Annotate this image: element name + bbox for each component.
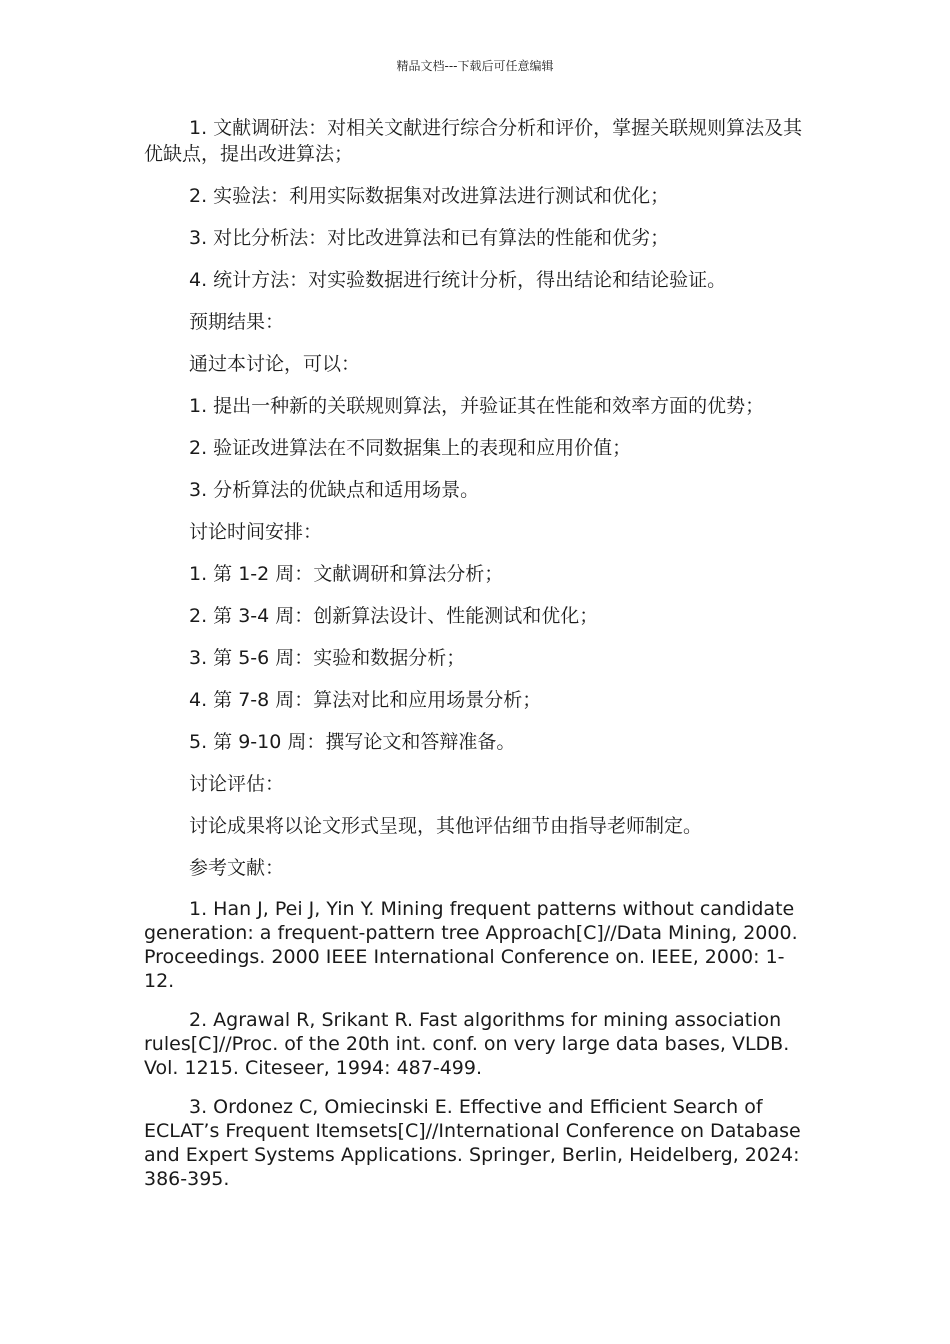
schedule-item: 1. 第 1-2 周：文献调研和算法分析； [189, 563, 504, 585]
expected-result-item: 2. 验证改进算法在不同数据集上的表现和应用价值； [189, 437, 632, 459]
section-heading-expected-results: 预期结果： [189, 311, 285, 333]
document-body [144, 115, 814, 1206]
expected-result-item: 3. 分析算法的优缺点和适用场景。 [189, 479, 480, 501]
section-heading-references: 参考文献： [189, 857, 285, 879]
section-heading-evaluation: 讨论评估： [189, 773, 285, 795]
page-header: 精品文档---下载后可任意编辑 [396, 59, 554, 73]
schedule-item: 5. 第 9-10 周：撰写论文和答辩准备。 [189, 731, 516, 753]
schedule-item: 2. 第 3-4 周：创新算法设计、性能测试和优化； [189, 605, 599, 627]
expected-result-item: 1. 提出一种新的关联规则算法，并验证其在性能和效率方面的优势； [189, 395, 765, 417]
method-literature-review: 1. 文献调研法：对相关文献进行综合分析和评价，掌握关联规则算法及其优缺点，提出改进算法； [144, 117, 803, 165]
method-comparison: 3. 对比分析法：对比改进算法和已有算法的性能和优劣； [189, 227, 670, 249]
reference-item: 3. Ordonez C, Omiecinski E. Effective and Efficient Search of ECLAT’s Frequent Itemsets[C]//International Conference on Database and Expert Systems Applications. Springer, Berlin, Heidelberg, 2024: 386-395. [144, 1096, 801, 1190]
schedule-item: 3. 第 5-6 周：实验和数据分析； [189, 647, 466, 669]
reference-item: 1. Han J, Pei J, Yin Y. Mining frequent patterns without candidate generation: a frequent-pattern tree Approach[C]//Data Mining, 2000. Proceedings. 2000 IEEE International Conference on. IEEE, 2000: 1-12. [144, 898, 798, 992]
method-experiment: 2. 实验法：利用实际数据集对改进算法进行测试和优化； [189, 185, 670, 207]
evaluation-text: 讨论成果将以论文形式呈现，其他评估细节由指导老师制定。 [189, 815, 703, 837]
method-statistics: 4. 统计方法：对实验数据进行统计分析，得出结论和结论验证。 [189, 269, 727, 291]
section-heading-schedule: 讨论时间安排： [189, 521, 323, 543]
schedule-item: 4. 第 7-8 周：算法对比和应用场景分析； [189, 689, 542, 711]
expected-results-intro: 通过本讨论，可以： [189, 353, 361, 375]
reference-item: 2. Agrawal R, Srikant R. Fast algorithms for mining association rules[C]//Proc. of the 20th int. conf. on very large data bases, VLDB. Vol. 1215. Citeseer, 1994: 487-499. [144, 1009, 790, 1079]
